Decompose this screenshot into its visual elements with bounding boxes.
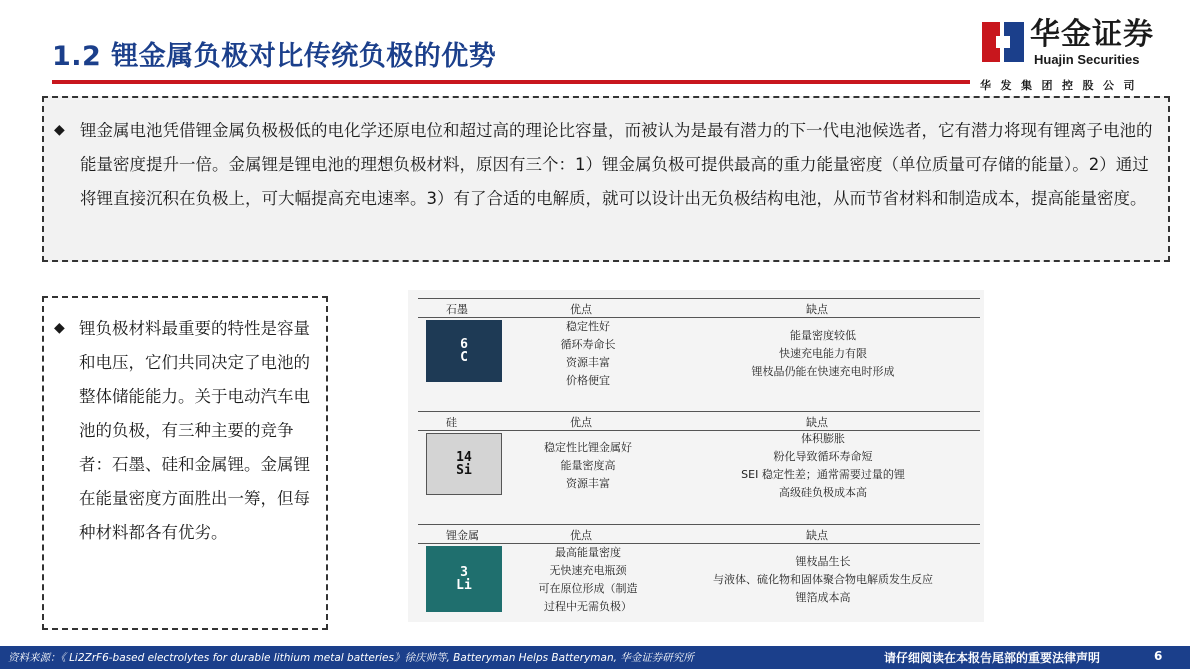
list-item: 能量密度高 [560,459,616,472]
element-tile-li [426,546,502,612]
list-item: 高级硅负极成本高 [779,486,867,499]
advantages-header: 优点 [570,303,592,316]
disadvantages-list [673,553,973,607]
tile-symbol: Si [456,463,472,478]
graphite-table [418,298,980,390]
disadvantages-header: 缺点 [806,303,828,316]
element-tile-c [426,320,502,382]
diamond-bullet-icon: ◆ [54,122,65,138]
list-item: 稳定性比锂金属好 [544,441,632,454]
list-item: 锂箔成本高 [795,591,851,604]
material-label: 锂金属 [446,529,479,542]
summary-text: 锂负极材料最重要的特性是容量和电压，它们共同决定了电池的整体储能能力。关于电动汽车电池的负极，有三种主要的竞争者：石墨、硅和金属锂。金属锂在能量密度方面胜出一筹，但每种材料都各有优劣。 [79,319,310,542]
table-header [418,298,980,318]
lithium-table [418,524,980,618]
list-item: 快速充电能力有限 [779,347,867,360]
element-tile-si [426,433,502,495]
tile-symbol: C [460,350,468,365]
list-item: 体积膨胀 [801,432,845,445]
legal-disclaimer: 请仔细阅读在本报告尾部的重要法律声明 [884,651,1101,665]
tile-symbol: Li [456,578,472,593]
material-label: 硅 [446,416,457,429]
advantages-header: 优点 [570,529,592,542]
disadvantages-header: 缺点 [806,416,828,429]
disadvantages-list [673,327,973,381]
logo-chinese-name: 华金证券 [1030,17,1154,52]
silicon-table [418,411,980,503]
list-item: 与液体、硫化物和固体聚合物电解质发生反应 [713,573,933,586]
material-label: 石墨 [446,303,468,316]
advantages-list [528,318,648,390]
logo-subtitle: 华发集团控股公司 [980,79,1144,92]
advantages-header: 优点 [570,416,592,429]
intro-text: 锂金属电池凭借锂金属负极极低的电化学还原电位和超过高的理论比容量，而被认为是最有潜力的下一代电池候选者，它有潜力将现有锂离子电池的能量密度提升一倍。金属锂是锂电池的理想负极材料，原因有三个：1）锂金属负极可提供最高的重力能量密度（单位质量可存储的能量）。2）通过将锂直接沉积在负极上，可大幅提高充电速率。3）有了合适的电解质，就可以设计出无负极结构电池，从而节省材料和制造成本，提高能量密度。 [80,121,1153,208]
disadvantages-list [673,430,973,502]
list-item: 粉化导致循环寿命短 [773,450,873,463]
list-item: 过程中无需负极） [544,600,632,613]
logo-english-name: Huajin Securities [1034,52,1140,67]
source-note: 资料来源：《 Li2ZrF6-based electrolytes for durable lithium metal batteries》徐庆帅等, Batteryman Helps Batteryman, 华金证券研究所 [8,652,694,664]
list-item: 价格便宜 [566,374,610,387]
list-item: 锂枝晶仍能在快速充电时形成 [751,365,895,378]
list-item: 无快速充电瓶颈 [549,564,627,577]
advantages-list [528,439,648,493]
title-underline [52,80,970,84]
advantages-list [528,544,648,616]
list-item: 最高能量密度 [555,546,621,559]
list-item: 资源丰富 [566,477,610,490]
list-item: 可在原位形成（制造 [538,582,638,595]
summary-box [42,296,328,630]
table-header [418,524,980,544]
page-title: 1.2 锂金属负极对比传统负极的优势 [52,41,497,72]
disadvantages-header: 缺点 [806,529,828,542]
huajin-logo-icon [982,22,1024,62]
list-item: 资源丰富 [566,356,610,369]
tile-atomic-number: 3 [460,565,468,580]
list-item: 稳定性好 [566,320,610,333]
intro-box [42,96,1170,262]
page-number: 6 [1154,649,1163,663]
diamond-bullet-icon: ◆ [54,320,65,336]
list-item: 锂枝晶生长 [795,555,851,568]
tile-atomic-number: 14 [456,450,472,465]
list-item: SEI 稳定性差；通常需要过量的锂 [741,468,905,481]
list-item: 能量密度较低 [790,329,856,342]
table-header [418,411,980,431]
list-item: 循环寿命长 [560,338,616,351]
tile-atomic-number: 6 [460,337,468,352]
